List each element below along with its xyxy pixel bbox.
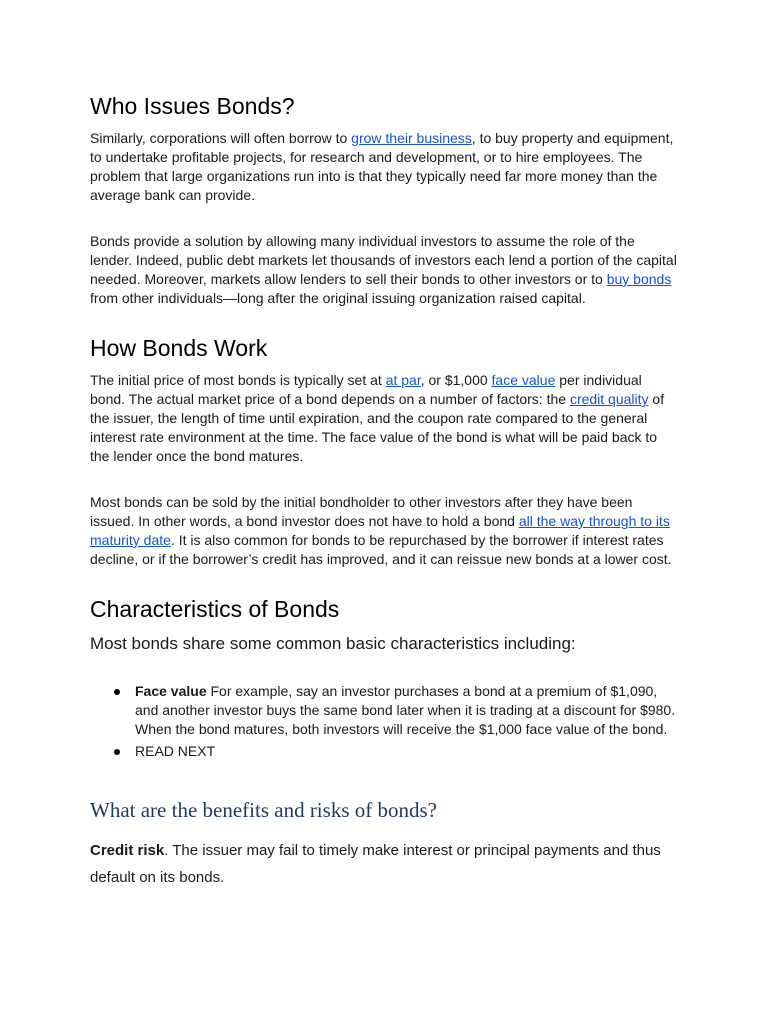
link-grow-their-business[interactable]: grow their business <box>351 130 472 146</box>
bullet-bold-label: Face value <box>135 683 207 699</box>
heading-characteristics-of-bonds: Characteristics of Bonds <box>90 596 340 622</box>
heading-benefits-and-risks: What are the benefits and risks of bonds? <box>90 798 437 822</box>
heading-how-bonds-work: How Bonds Work <box>90 335 268 361</box>
link-at-par[interactable]: at par <box>385 372 421 388</box>
link-maturity-date[interactable]: all the way through to its maturity date <box>90 513 670 548</box>
link-buy-bonds[interactable]: buy bonds <box>606 271 672 287</box>
bullet-dot-icon <box>114 749 120 755</box>
paragraph-who-1: Similarly, corporations will often borrow to grow their business, to buy property and equipment, to undertake profitable projects, for research and development, or to hire employees. The problem that large organizations run into is that they typically need far more money than the average bank can provide. <box>90 130 674 203</box>
paragraph-how-1: The initial price of most bonds is typically set at at par, or $1,000 face value per individual bond. The actual market price of a bond depends on a number of factors: the credit quality of the issuer, the length of time until expiration, and the coupon rate compared to the general interest rate environment at the time. The face value of the bond is what will be paid back to the lender once the bond matures. <box>90 372 665 464</box>
paragraph-who-2: Bonds provide a solution by allowing many individual investors to assume the role of the lender. Indeed, public debt markets let thousands of investors each lend a portion of the capital needed. Moreover, markets allow lenders to sell their bonds to other investors or to buy bonds from other individuals—long after the original issuing organization raised capital. <box>90 233 677 306</box>
heading-who-issues-bonds: Who Issues Bonds? <box>90 93 295 119</box>
link-credit-quality[interactable]: credit quality <box>569 391 649 407</box>
paragraph-how-2: Most bonds can be sold by the initial bondholder to other investors after they have been issued. In other words, a bond investor does not have to hold a bond all the way through to its maturity date. It is also common for bonds to be repurchased by the borrower if interest rates decline, or if the borrower’s credit has improved, and it can reissue new bonds at a lower cost. <box>90 494 672 567</box>
bullet-dot-icon <box>114 689 120 695</box>
read-next-text[interactable]: READ NEXT <box>135 743 216 759</box>
link-face-value[interactable]: face value <box>491 372 556 388</box>
paragraph-credit-risk: Credit risk. The issuer may fail to timely make interest or principal payments and thus default on its bonds. <box>90 842 661 886</box>
credit-risk-label: Credit risk <box>90 842 165 859</box>
characteristics-lead: Most bonds share some common basic characteristics including: <box>90 634 576 653</box>
